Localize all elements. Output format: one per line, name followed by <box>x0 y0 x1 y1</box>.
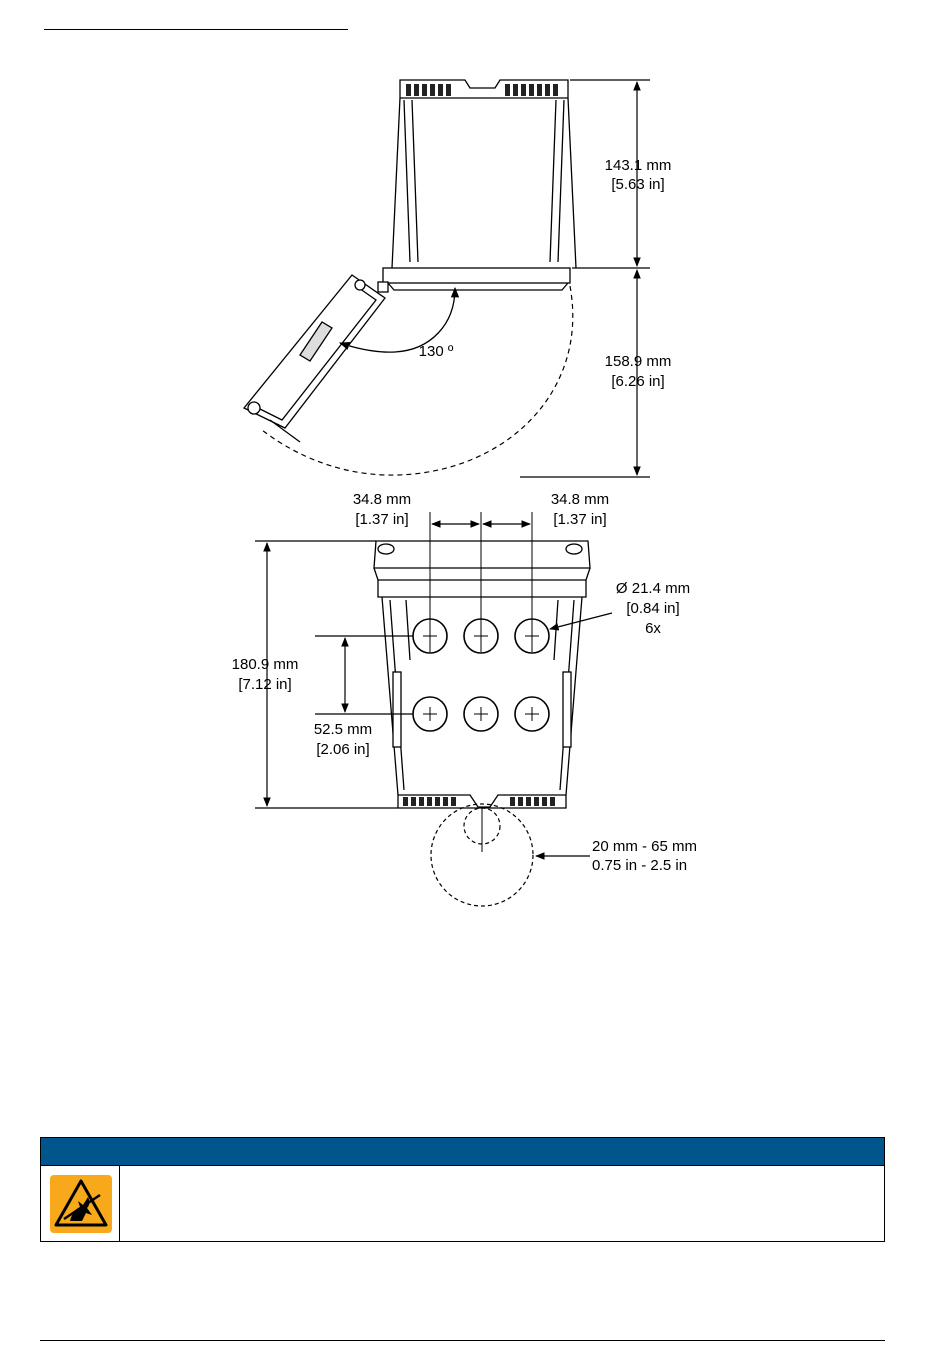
door-clearance-mm: 158.9 mm <box>604 353 672 370</box>
hole-spacing-right-mm: 34.8 mm <box>550 491 610 508</box>
pipe-range-mm: 20 mm - 65 mm <box>592 838 698 855</box>
row-spacing-in: [2.06 in] <box>316 741 370 758</box>
hole-spacing-left-mm: 34.8 mm <box>352 491 412 508</box>
door-clearance-in: [6.26 in] <box>611 373 665 390</box>
hole-spacing-left-in: [1.37 in] <box>355 511 409 528</box>
total-height-mm: 180.9 mm <box>231 656 299 673</box>
hole-diameter-mm: Ø 21.4 mm <box>615 580 691 597</box>
row-spacing-mm: 52.5 mm <box>313 721 373 738</box>
notice-icon-cell <box>41 1166 120 1241</box>
enclosure-top-view <box>378 80 576 292</box>
enclosure-front-view <box>374 541 590 808</box>
notice-header-bar <box>41 1138 884 1166</box>
total-height-in: [7.12 in] <box>238 676 292 693</box>
pipe-range-in: 0.75 in - 2.5 in <box>592 857 688 874</box>
hole-diameter-in: [0.84 in] <box>626 600 680 617</box>
hole-count: 6x <box>645 620 661 637</box>
esd-notice-box <box>40 1137 885 1242</box>
top-height-in: [5.63 in] <box>611 176 665 193</box>
door-angle-label: 130 º <box>418 343 454 360</box>
hole-spacing-right-in: [1.37 in] <box>553 511 607 528</box>
footer-rule <box>40 1340 885 1341</box>
electrostatic-discharge-warning-icon <box>50 1175 112 1233</box>
notice-body <box>41 1166 884 1241</box>
left-dimension-lines <box>255 541 413 808</box>
top-height-mm: 143.1 mm <box>604 157 672 174</box>
enclosure-door-open <box>244 275 385 442</box>
